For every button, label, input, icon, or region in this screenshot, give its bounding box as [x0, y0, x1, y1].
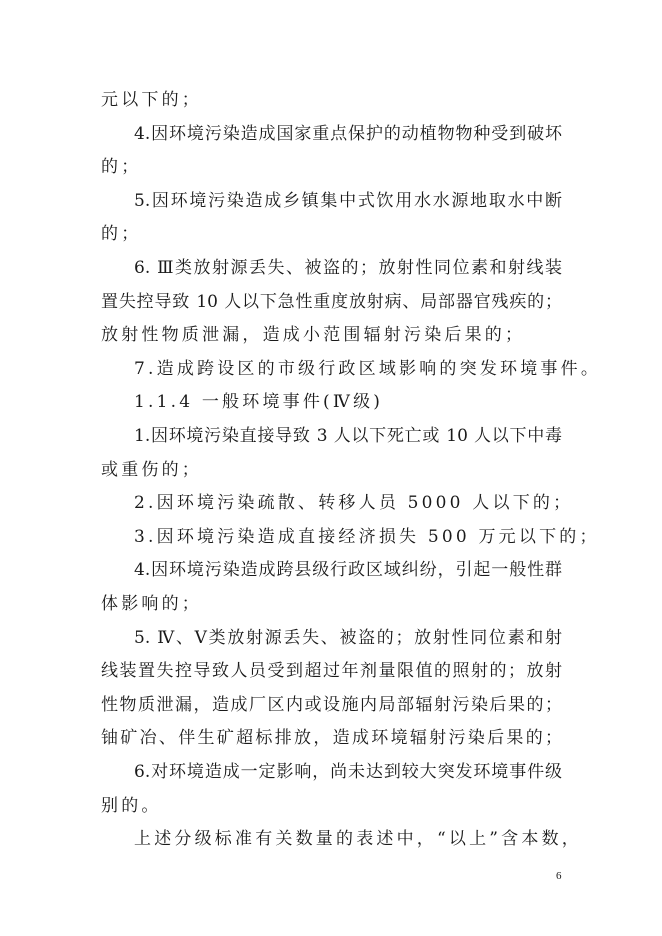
- text-line: 1.1.4 一般环境事件(Ⅳ级): [134, 392, 384, 413]
- text-line: 或重伤的；: [101, 459, 202, 480]
- text-line: 4.因环境污染造成跨县级行政区域纠纷，引起一般性群: [134, 560, 562, 581]
- text-line: 置失控导致 10 人以下急性重度放射病、局部器官残疾的；: [101, 291, 562, 312]
- text-line: 放射性物质泄漏，造成小范围辐射污染后果的；: [101, 325, 526, 346]
- text-line: 的；: [101, 224, 142, 245]
- text-line: 的；: [101, 157, 142, 178]
- text-line: 体影响的；: [101, 594, 202, 614]
- text-line: 5. Ⅳ、Ⅴ类放射源丢失、被盗的；放射性同位素和射: [134, 627, 562, 648]
- text-line: 别的。: [101, 795, 162, 816]
- text-line: 7.造成跨设区的市级行政区域影响的突发环境事件。: [134, 358, 602, 379]
- page-number: 6: [556, 870, 562, 882]
- text-line: 上述分级标准有关数量的表述中，“以上”含本数，: [134, 829, 582, 850]
- text-line: 2.因环境污染疏散、转移人员 5000 人以下的；: [134, 493, 574, 514]
- text-line: 3.因环境污染造成直接经济损失 500 万元以下的；: [134, 526, 600, 547]
- text-line: 性物质泄漏，造成厂区内或设施内局部辐射污染后果的；: [101, 694, 562, 715]
- text-line: 线装置失控导致人员受到超过年剂量限值的照射的；放射: [101, 661, 562, 682]
- text-line: 1.因环境污染直接导致 3 人以下死亡或 10 人以下中毒: [134, 426, 562, 446]
- text-line: 6. Ⅲ类放射源丢失、被盗的；放射性同位素和射线装: [134, 258, 562, 278]
- text-line: 元以下的；: [101, 90, 202, 110]
- text-line: 4.因环境污染造成国家重点保护的动植物物种受到破坏: [134, 123, 562, 144]
- text-line: 5.因环境污染造成乡镇集中式饮用水水源地取水中断: [134, 190, 562, 211]
- text-line: 铀矿冶、伴生矿超标排放，造成环境辐射污染后果的；: [101, 728, 562, 749]
- text-line: 6.对环境造成一定影响，尚未达到较大突发环境事件级: [134, 762, 562, 782]
